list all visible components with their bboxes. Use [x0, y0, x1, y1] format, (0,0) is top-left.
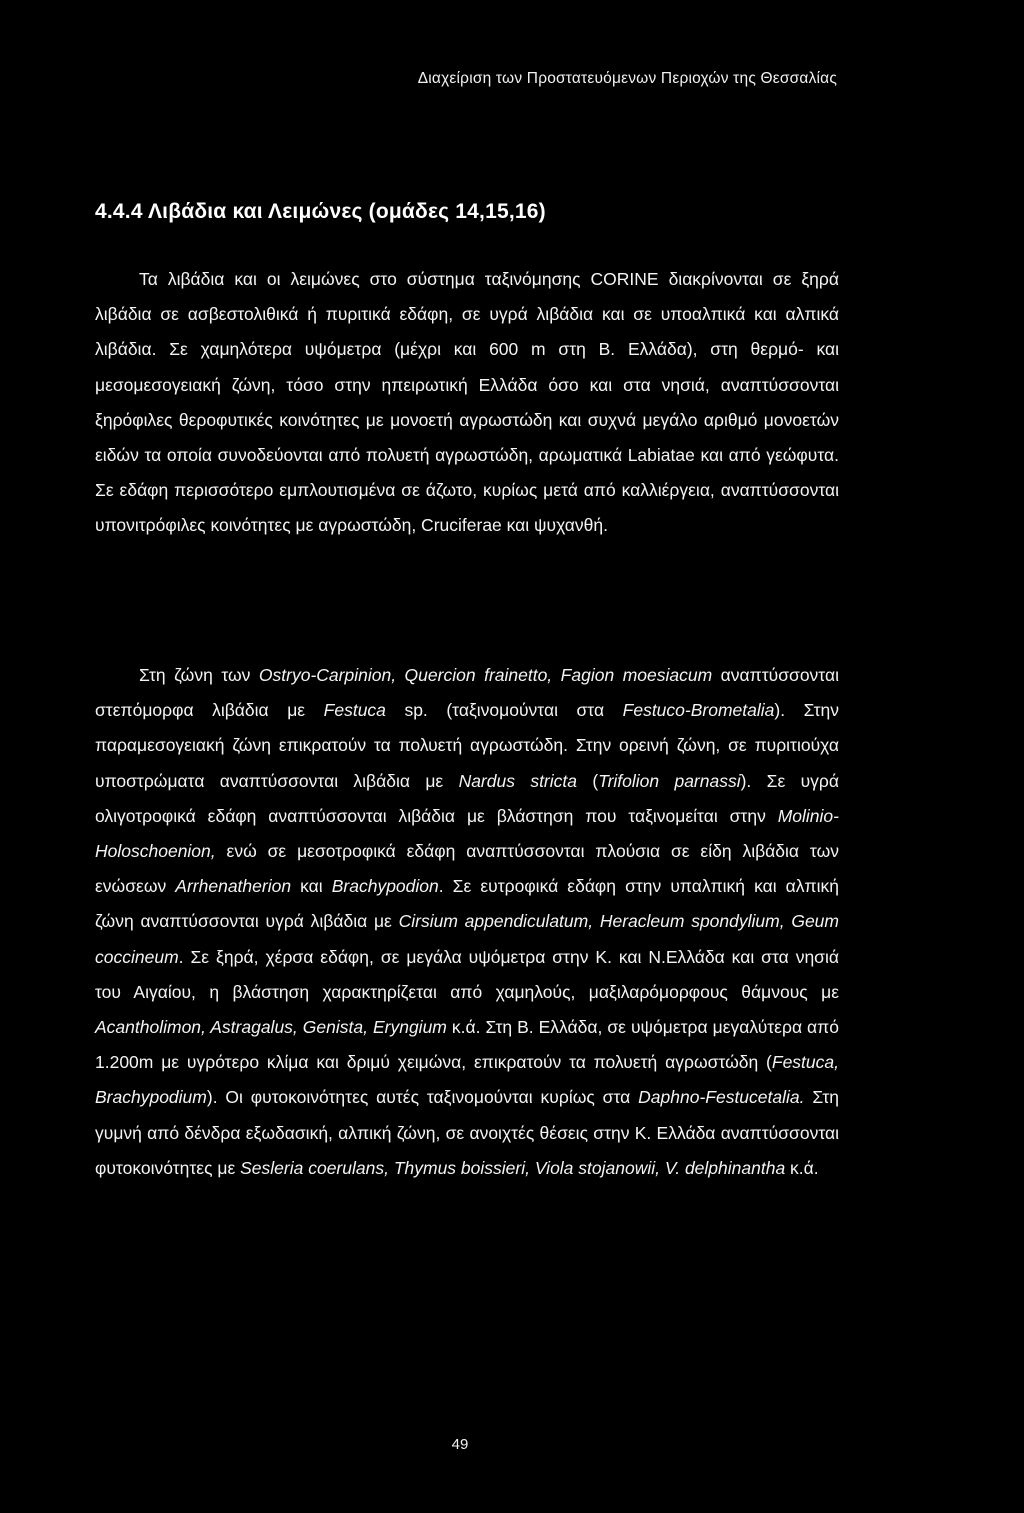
italic-taxon-text: Ostryo-Carpinion, Quercion frainetto, Fagion moesiacum [258, 665, 713, 685]
paragraph-text: ). Στην παραμεσογειακή ζώνη επικρατούν τα πολυετή αγρωστώδη. Στην ορεινή ζώνη, σε πυριτιούχα υποστρώματα αναπτύσσονται λιβάδια με [95, 700, 839, 791]
paragraph-text: sp. (ταξινομούνται στα [385, 700, 623, 721]
paragraph-text: Στη ζώνη των [139, 665, 259, 685]
italic-taxon-text: Acantholimon, Astragalus, Genista, Eryngium [95, 1017, 447, 1038]
italic-taxon-text: Sesleria coerulans, Thymus boissieri, Viola stojanowii, V. delphinantha [240, 1157, 786, 1178]
italic-taxon-text: Festuco-Brometalia [622, 700, 775, 721]
italic-taxon-text: Brachypodion [331, 876, 439, 897]
italic-taxon-text: Trifolion parnassi [598, 770, 741, 791]
paragraph-text: Τα λιβάδια και οι λειμώνες στο σύστημα ταξινόμησης CORINE διακρίνονται σε ξηρά λιβάδια σε ασβεστολιθικά ή πυριτικά εδάφη, σε υγρά λιβάδια και σε υποαλπικά και αλπικά λιβάδια. Σε χαμηλότερα υψόμετρα (μέχρι και 600 m στη Β. Ελλάδα), στη θερμό- και μεσομεσογειακή ζώνη, τόσο στην ηπειρωτική Ελλάδα όσο και στα νησιά, αναπτύσσονται ξηρόφιλες θεροφυτικές κοινότητες με μονοετή αγρωστώδη και συχνά μεγάλο αριθμό μονοετών ειδών τα οποία συνοδεύονται από πολυετή αγρωστώδη, αρωματικά Labiatae και από γεώφυτα. Σε εδάφη περισσότερο εμπλουτισμένα σε άζωτο, κυρίως μετά από καλλιέργεια, αναπτύσσονται υπονιτρόφιλες κοινότητες με αγρωστώδη, Cruciferae και ψυχανθή. [95, 269, 839, 536]
italic-taxon-text: Festuca, Brachypodium [95, 1052, 839, 1108]
paragraph-text: αναπτύσσονται στεπόμορφα λιβάδια με [95, 665, 839, 721]
italic-taxon-text: Daphno-Festucetalia. [638, 1087, 805, 1108]
section-heading: 4.4.4 Λιβάδια και Λειμώνες (ομάδες 14,15,16) [95, 200, 546, 223]
paragraph-text: ). Οι φυτοκοινότητες αυτές ταξινομούνται κυρίως στα [206, 1087, 639, 1108]
paragraph-text: ενώ σε μεσοτροφικά εδάφη αναπτύσσονται πλούσια σε είδη λιβάδια των ενώσεων [95, 841, 839, 897]
italic-taxon-text: Molinio-Holoschoenion, [95, 805, 839, 862]
italic-taxon-text: Nardus stricta [458, 770, 577, 791]
paragraph-text: και [291, 876, 332, 897]
paragraph-text: ( [577, 770, 599, 791]
italic-taxon-text: Festuca [323, 700, 386, 721]
paragraph-text: κ.ά. Στη Β. Ελλάδα, σε υψόμετρα μεγαλύτερα από 1.200m με υγρότερο κλίμα και δριμύ χειμώνα, επικρατούν τα πολυετή αγρωστώδη ( [95, 1017, 839, 1073]
page-number: 49 [451, 1436, 469, 1453]
italic-taxon-text: Cirsium appendiculatum, Heracleum spondylium, Geum coccineum [95, 911, 839, 967]
running-header: Διαχείριση των Προστατευόμενων Περιοχών της Θεσσαλίας [417, 70, 837, 87]
paragraph-text: Στη γυμνή από δένδρα εξωδασική, αλπική ζώνη, σε ανοιχτές θέσεις στην Κ. Ελλάδα αναπτύσσονται φυτοκοινότητες με [95, 1087, 839, 1178]
paragraph-text: . Σε ξηρά, χέρσα εδάφη, σε μεγάλα υψόμετρα στην Κ. και Ν.Ελλάδα και στα νησιά του Αιγαίου, η βλάστηση χαρακτηρίζεται από χαμηλούς, μαξιλαρόμορφους θάμνους με [95, 946, 839, 1002]
paragraph-text: . Σε ευτροφικά εδάφη στην υπαλπική και αλπική ζώνη αναπτύσσονται υγρά λιβάδια με [95, 876, 839, 932]
paragraph-text: κ.ά. [785, 1157, 819, 1178]
paragraph-1 [95, 262, 839, 544]
paragraph-2 [95, 658, 839, 1186]
paragraph-text: ). Σε υγρά ολιγοτροφικά εδάφη αναπτύσσονται λιβάδια με βλάστηση που ταξινομείται στην [95, 770, 839, 826]
italic-taxon-text: Arrhenatherion [175, 876, 292, 897]
